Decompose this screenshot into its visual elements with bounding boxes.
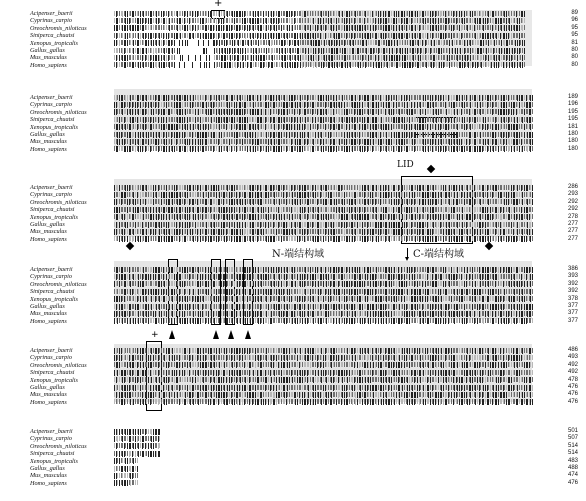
position-number: 286 xyxy=(548,184,578,191)
position-number: 96 xyxy=(548,17,578,24)
species-name: Siniperca_chuatsi xyxy=(30,206,126,213)
species-name: Mus_musculus xyxy=(30,54,126,61)
species-name: Oreochromis_niloticus xyxy=(30,109,126,116)
residue-glyph xyxy=(182,55,183,61)
diamond-marker-icon xyxy=(126,242,134,250)
species-name: Gallus_gallus xyxy=(30,131,126,138)
residue-glyph xyxy=(524,25,525,30)
alignment-row xyxy=(0,10,586,17)
species-name: Acipenser_baerii xyxy=(30,10,126,17)
position-number: 180 xyxy=(548,146,578,153)
sequence-residues xyxy=(114,11,534,17)
residue-glyph xyxy=(174,40,175,46)
residue-glyph xyxy=(174,55,175,60)
sequence-residues xyxy=(114,18,534,24)
sequence-residues xyxy=(114,102,534,108)
residue-glyph xyxy=(200,62,201,68)
residue-glyph xyxy=(206,62,207,68)
position-number: 95 xyxy=(548,25,578,32)
species-name: Cyprinus_carpio xyxy=(30,17,126,24)
position-number: 180 xyxy=(548,131,578,138)
sequence-residues xyxy=(114,33,534,39)
residue-glyph xyxy=(188,55,189,61)
position-number: 95 xyxy=(548,32,578,39)
sequence-residues xyxy=(114,25,534,31)
species-name: Xenopus_tropicalis xyxy=(30,40,126,47)
residue-glyph xyxy=(209,55,210,61)
sequence-residues xyxy=(114,48,534,54)
residue-glyph xyxy=(184,62,185,68)
triangle-marker-icon xyxy=(213,330,219,339)
species-name: Oreochromis_niloticus xyxy=(30,25,126,32)
triangle-marker-icon xyxy=(245,330,251,339)
residue-glyph xyxy=(524,11,525,17)
residue-glyph xyxy=(524,62,525,67)
residue-glyph xyxy=(206,55,207,61)
alignment-row xyxy=(0,17,586,24)
position-number: 189 xyxy=(548,94,578,101)
residue-glyph xyxy=(179,48,180,54)
n-domain-label: N-端结构域 xyxy=(272,245,324,260)
species-name: Cyprinus_carpio xyxy=(30,191,126,198)
residue-glyph xyxy=(208,40,209,46)
residue-glyph xyxy=(187,40,188,46)
position-number: 80 xyxy=(548,54,578,61)
residue-glyph xyxy=(206,48,207,54)
residue-glyph xyxy=(524,40,525,46)
residue-glyph xyxy=(524,55,525,60)
residue-glyph xyxy=(524,48,525,54)
position-number: 196 xyxy=(548,101,578,108)
species-name: Acipenser_baerii xyxy=(30,94,126,101)
position-number: 292 xyxy=(548,199,578,206)
species-name: Gallus_gallus xyxy=(30,47,126,54)
alignment-row xyxy=(0,40,586,47)
plus-marker-icon: + xyxy=(214,0,222,9)
residue-glyph xyxy=(182,40,183,46)
alignment-row xyxy=(0,54,586,61)
position-number: 180 xyxy=(548,138,578,145)
alignment-row xyxy=(0,47,586,54)
species-name: Xenopus_tropicalis xyxy=(30,124,126,131)
lid-label: LID xyxy=(397,160,414,170)
plus-marker-icon: + xyxy=(151,331,159,340)
alignment-row xyxy=(0,62,586,69)
residue-glyph xyxy=(195,55,196,61)
residue-glyph xyxy=(198,40,199,46)
residue-glyph xyxy=(524,18,525,23)
triangle-marker-icon xyxy=(169,330,175,339)
position-number: 195 xyxy=(548,109,578,116)
residue-glyph xyxy=(179,62,180,68)
species-name: Oreochromis_niloticus xyxy=(30,199,126,206)
triangle-marker-icon xyxy=(228,330,234,339)
position-number: 293 xyxy=(548,191,578,198)
residue-glyph xyxy=(209,62,210,68)
residue-glyph xyxy=(192,62,193,68)
species-name: Siniperca_chuatsi xyxy=(30,32,126,39)
alignment-row xyxy=(0,32,586,39)
residue-glyph xyxy=(524,33,525,38)
diamond-marker-icon xyxy=(485,242,493,250)
residue-glyph xyxy=(179,40,180,46)
sequence-residues xyxy=(114,95,534,101)
sequence-residues xyxy=(114,40,534,46)
sequence-residues xyxy=(114,109,534,115)
residue-glyph xyxy=(200,55,201,61)
sequence-residues xyxy=(114,55,534,61)
species-name: Homo_sapiens xyxy=(30,62,126,69)
alignment-row xyxy=(0,94,586,101)
species-name: Cyprinus_carpio xyxy=(30,101,126,108)
species-name: Siniperca_chuatsi xyxy=(30,116,126,123)
alignment-row xyxy=(0,101,586,108)
position-number: 181 xyxy=(548,124,578,131)
position-number: 81 xyxy=(548,40,578,47)
position-number: 80 xyxy=(548,47,578,54)
diamond-marker-icon xyxy=(427,165,435,173)
position-number: 80 xyxy=(548,62,578,69)
alignment-row xyxy=(0,109,586,116)
c-domain-label: C-端结构域 xyxy=(413,245,464,260)
alignment-row xyxy=(0,25,586,32)
species-name: Acipenser_baerii xyxy=(30,184,126,191)
species-name: Homo_sapiens xyxy=(30,146,126,153)
sequence-residues xyxy=(114,62,534,68)
position-number: 195 xyxy=(548,116,578,123)
residue-glyph xyxy=(203,40,204,46)
position-number: 89 xyxy=(548,10,578,17)
species-name: Mus_musculus xyxy=(30,138,126,145)
residue-glyph xyxy=(174,48,175,53)
residue-glyph xyxy=(174,62,175,68)
